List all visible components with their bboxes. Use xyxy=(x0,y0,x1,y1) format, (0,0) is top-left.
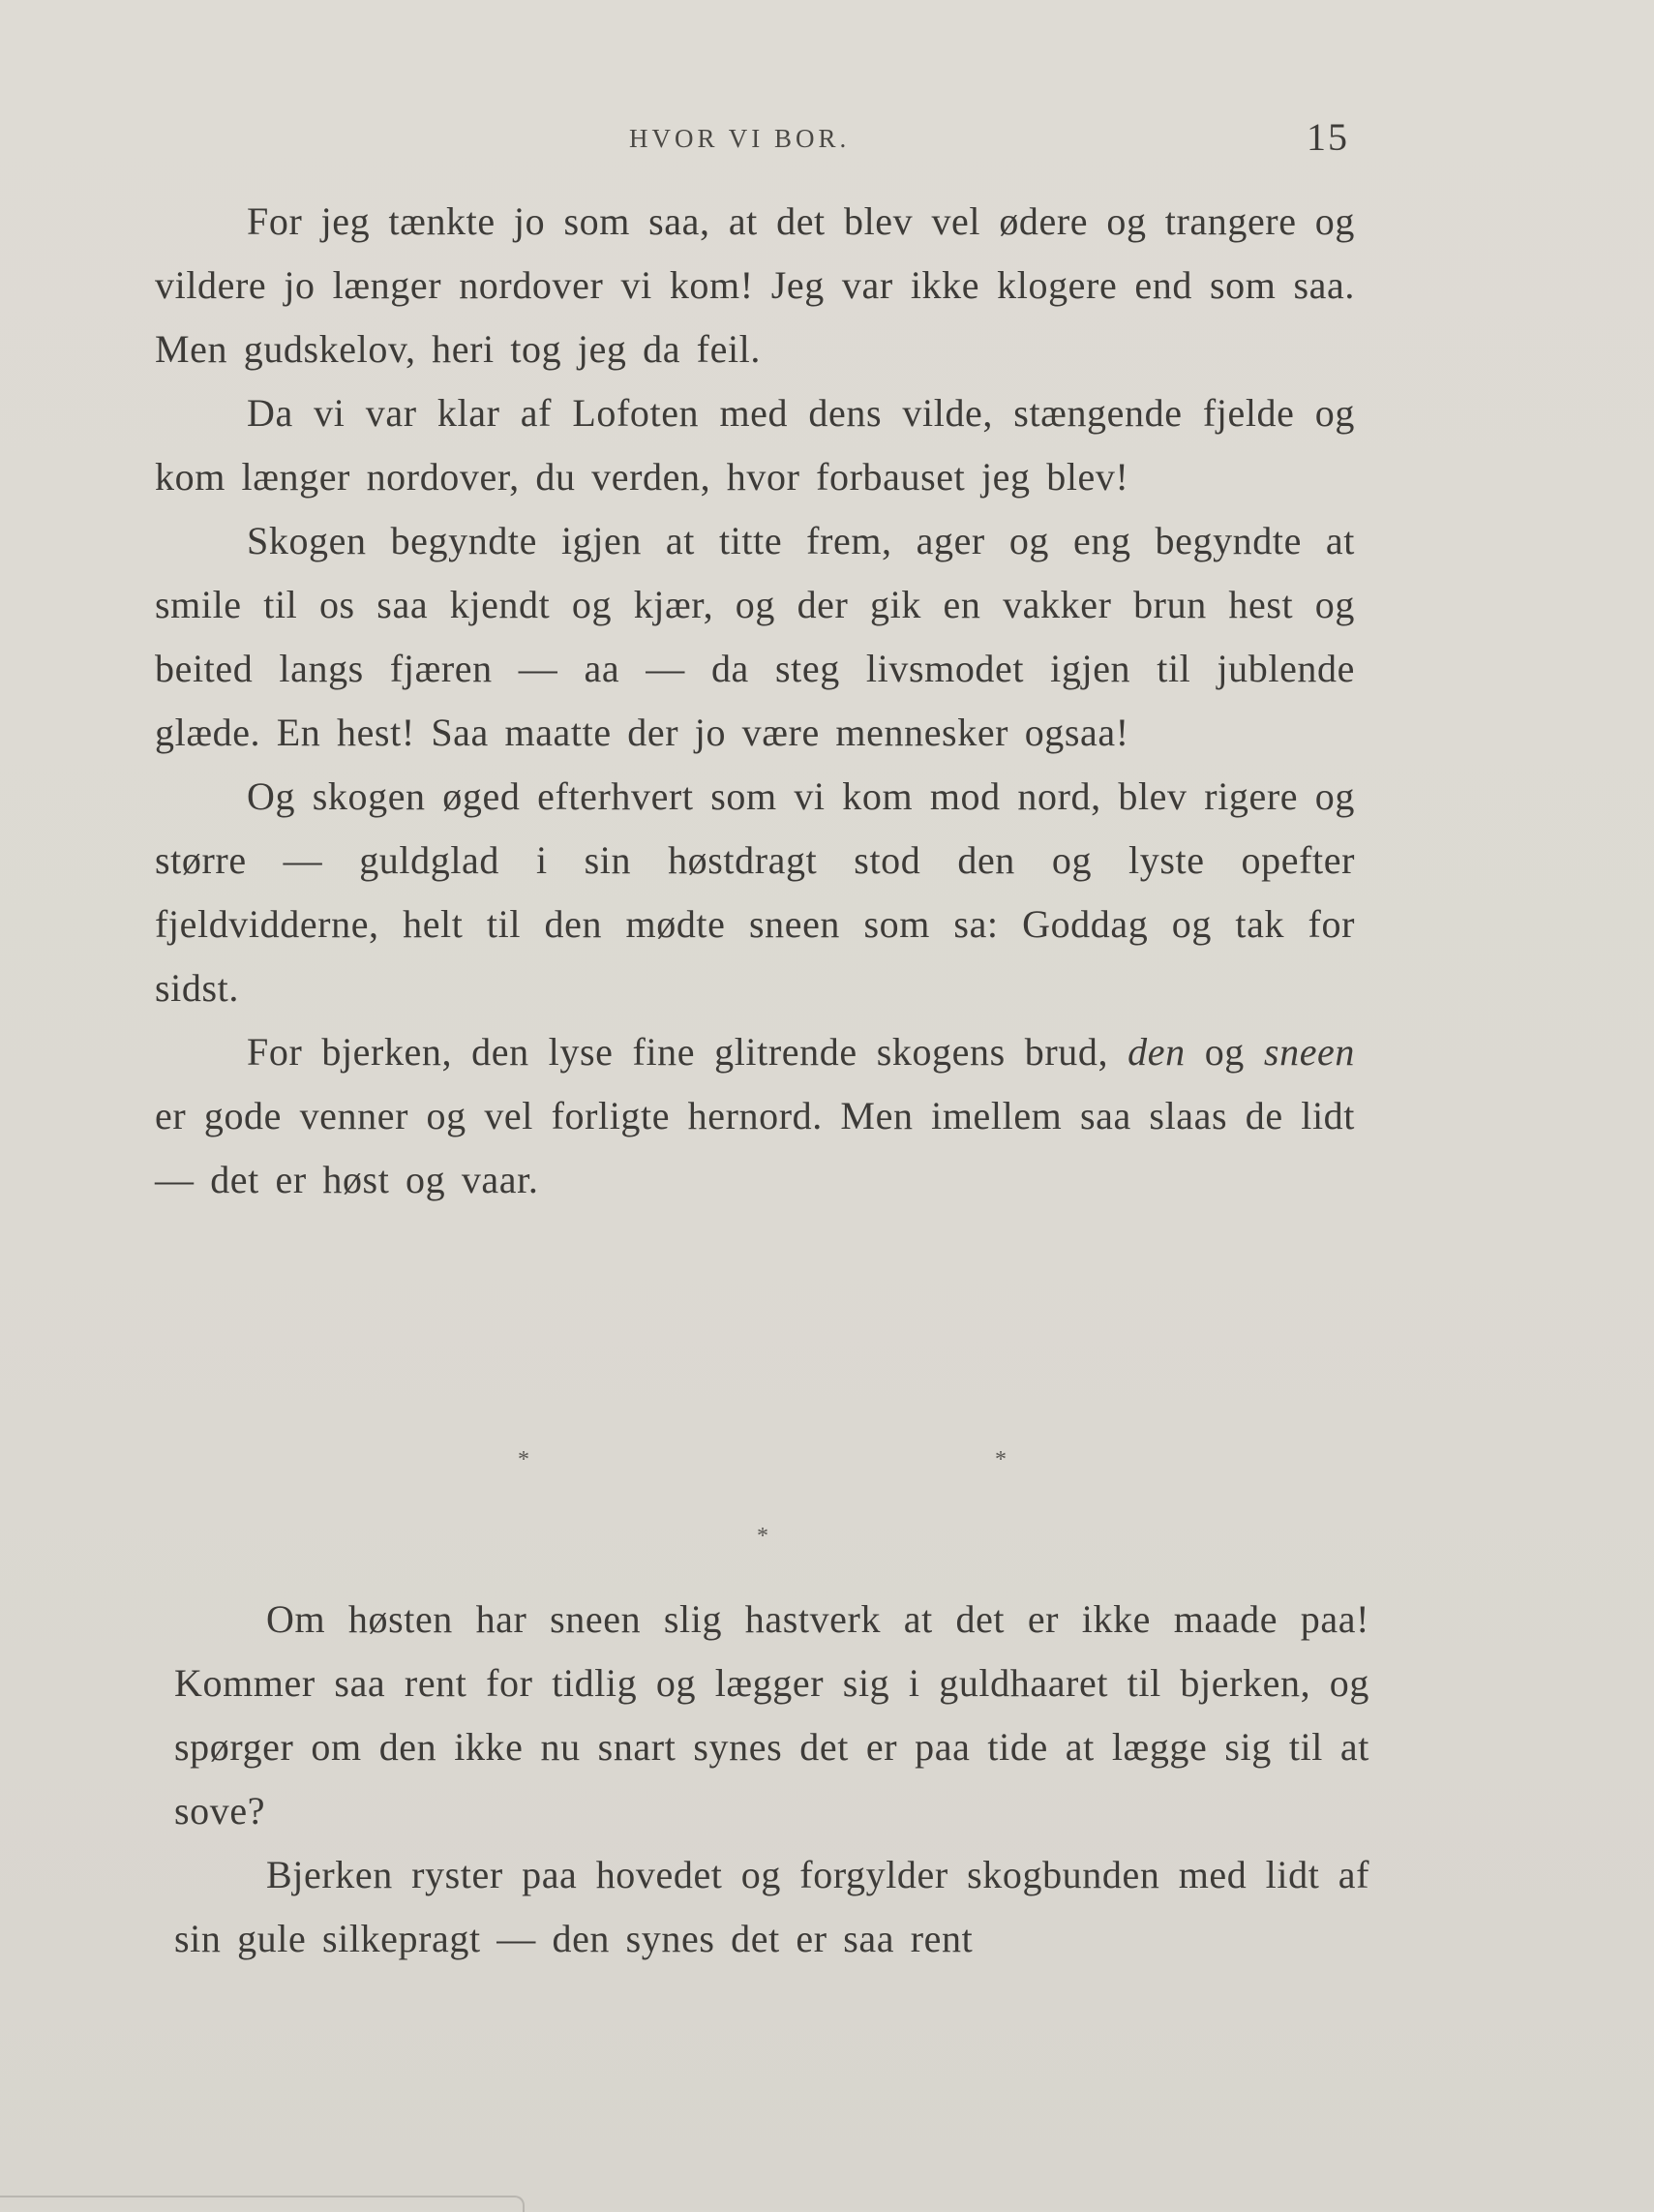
asterism-left: * xyxy=(518,1447,529,1472)
paragraph-5 xyxy=(155,1020,1355,1212)
paragraph-3: Skogen begyndte igjen at titte frem, ager og eng begyndte at smile til os saa kjendt og kjær, og der gik en vakker brun hest og beited langs fjæren — aa — da steg livsmodet igjen til jublende glæde. En hest! Saa maatte der jo være mennesker ogsaa! xyxy=(155,519,1355,754)
page-edge-rule xyxy=(0,2196,513,2197)
italic-den: den xyxy=(1128,1030,1186,1074)
paragraph-4: Og skogen øged efterhvert som vi kom mod nord, blev rigere og større — guldglad i sin høstdragt stod den og lyste opefter fjeldvidderne, helt til den mødte sneen som sa: Goddag og tak for sidst. xyxy=(155,774,1355,1010)
running-title: HVOR VI BOR. xyxy=(629,124,851,153)
paragraph-2: Da vi var klar af Lofoten med dens vilde, stængende fjelde og kom længer nordover, du verden, hvor forbauset jeg blev! xyxy=(155,391,1355,499)
paragraph-7: Bjerken ryster paa hovedet og forgylder skogbunden med lidt af sin gule silkepragt — den synes det er saa rent xyxy=(174,1853,1369,1960)
asterism-right: * xyxy=(995,1447,1007,1472)
paragraph-5-end: er gode venner og vel forligte hernord. Men imellem saa slaas de lidt — det er høst og vaar. xyxy=(155,1094,1355,1201)
italic-sneen: sneen xyxy=(1263,1030,1355,1074)
body-text-bottom xyxy=(174,1588,1369,1971)
paragraph-6: Om høsten har sneen slig hastverk at det er ikke maade paa! Kommer saa rent for tidlig og lægger sig i guldhaaret til bjerken, og spørger om den ikke nu snart synes det er paa tide at lægge sig til at sove? xyxy=(174,1597,1369,1833)
running-head xyxy=(0,114,1654,172)
paragraph-1: For jeg tænkte jo som saa, at det blev vel ødere og trangere og vildere jo længer nordover vi kom! Jeg var ikke klogere end som saa. Men gudskelov, heri tog jeg da feil. xyxy=(155,199,1355,371)
page-number: 15 xyxy=(1307,115,1349,159)
asterism-center: * xyxy=(757,1524,768,1549)
page-edge-corner xyxy=(511,2196,525,2212)
section-separator xyxy=(0,1442,1654,1559)
body-text-top xyxy=(155,190,1355,1212)
paragraph-5-og: og xyxy=(1204,1030,1245,1074)
paragraph-5-start: For bjerken, den lyse fine glitrende skogens brud, xyxy=(247,1030,1109,1074)
